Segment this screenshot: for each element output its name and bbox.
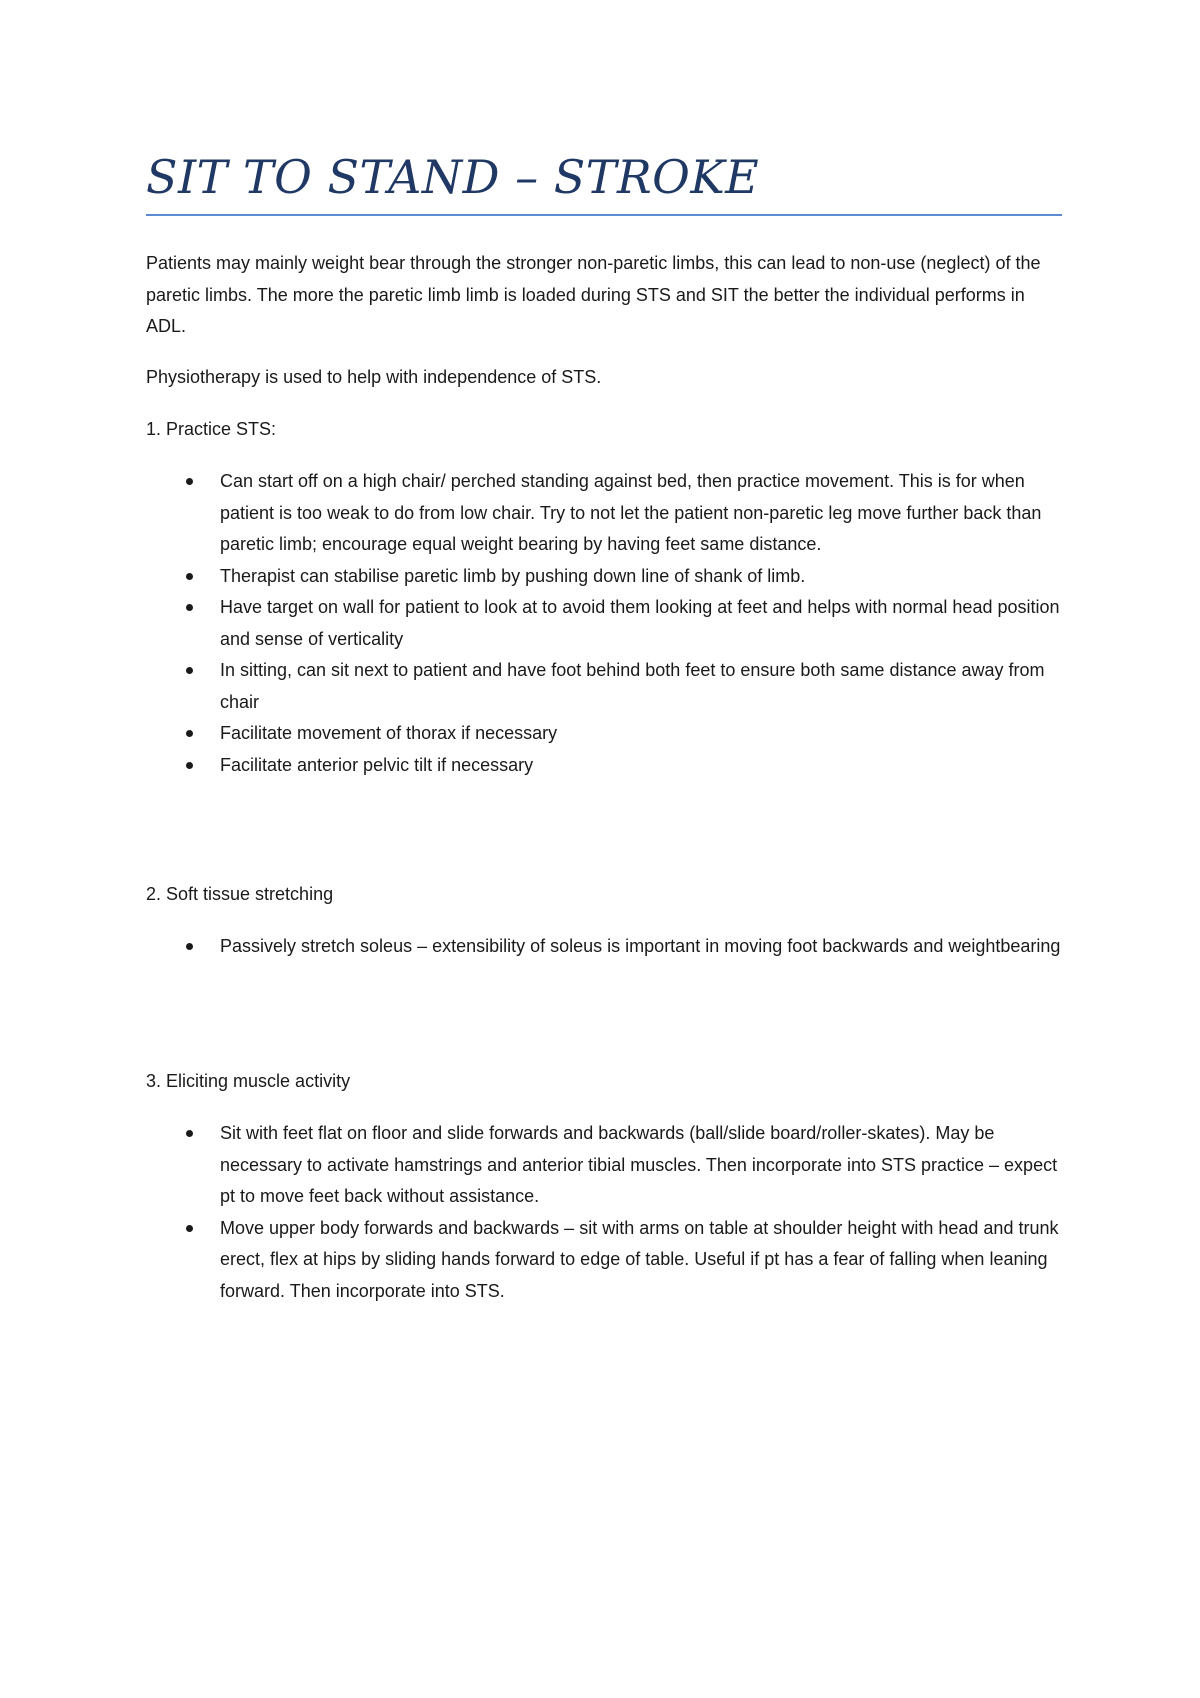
bullet-icon	[186, 667, 193, 674]
bullet-icon	[186, 943, 193, 950]
practice-sts-list	[146, 466, 1062, 781]
bullet-icon	[186, 1130, 193, 1137]
list-item	[146, 931, 1062, 963]
list-item	[146, 1118, 1062, 1213]
list-item-text: Move upper body forwards and backwards – sit with arms on table at shoulder height with head and trunk erect, flex at hips by sliding hands forward to edge of table. Useful if pt has a fear of falling when leaning forward. Then incorporate into STS.	[220, 1217, 1059, 1301]
bullet-icon	[186, 730, 193, 737]
bullet-icon	[186, 604, 193, 611]
list-item-text: Passively stretch soleus – extensibility of soleus is important in moving foot backwards and weightbearing	[220, 936, 1061, 956]
list-item-text: Facilitate anterior pelvic tilt if necessary	[220, 754, 534, 775]
list-item-text: Sit with feet flat on floor and slide forwards and backwards (ball/slide board/roller-skates). May be necessary to activate hamstrings and anterior tibial muscles. Then incorporate into STS practice – expect pt to move feet back without assistance.	[220, 1123, 1058, 1206]
physio-paragraph: Physiotherapy is used to help with independence of STS.	[146, 367, 602, 387]
section-heading-eliciting-muscle: 3. Eliciting muscle activity	[146, 1071, 351, 1091]
list-item	[146, 466, 1062, 561]
intro-paragraph: Patients may mainly weight bear through the stronger non-paretic limbs, this can lead to non-use (neglect) of the paretic limbs. The more the paretic limb limb is loaded during STS and SIT the better the individual performs in ADL.	[146, 253, 1041, 336]
section-heading-practice-sts: 1. Practice STS:	[146, 419, 277, 439]
list-item-text: Facilitate movement of thorax if necessary	[220, 723, 558, 743]
bullet-icon	[186, 1225, 193, 1232]
list-item	[146, 718, 1062, 750]
list-item	[146, 750, 1062, 782]
document-title: SIT TO STAND – STROKE	[146, 150, 760, 204]
title-underline	[146, 214, 1062, 216]
eliciting-muscle-list	[146, 1118, 1062, 1307]
list-item-text: Can start off on a high chair/ perched standing against bed, then practice movement. This is for when patient is too weak to do from low chair. Try to not let the patient non-paretic leg move further back than paretic limb; encourage equal weight bearing by having feet same distance.	[220, 471, 1042, 554]
bullet-icon	[186, 478, 193, 485]
list-item	[146, 561, 1062, 593]
list-item	[146, 1213, 1062, 1308]
list-item	[146, 592, 1062, 655]
bullet-icon	[186, 762, 193, 769]
soft-tissue-list	[146, 931, 1062, 963]
list-item-text: Have target on wall for patient to look at to avoid them looking at feet and helps with normal head position and sense of verticality	[220, 597, 1060, 649]
list-item-text: In sitting, can sit next to patient and have foot behind both feet to ensure both same distance away from chair	[220, 660, 1045, 712]
list-item	[146, 655, 1062, 718]
bullet-icon	[186, 573, 193, 580]
section-heading-soft-tissue: 2. Soft tissue stretching	[146, 884, 334, 904]
list-item-text: Therapist can stabilise paretic limb by pushing down line of shank of limb.	[220, 565, 806, 586]
